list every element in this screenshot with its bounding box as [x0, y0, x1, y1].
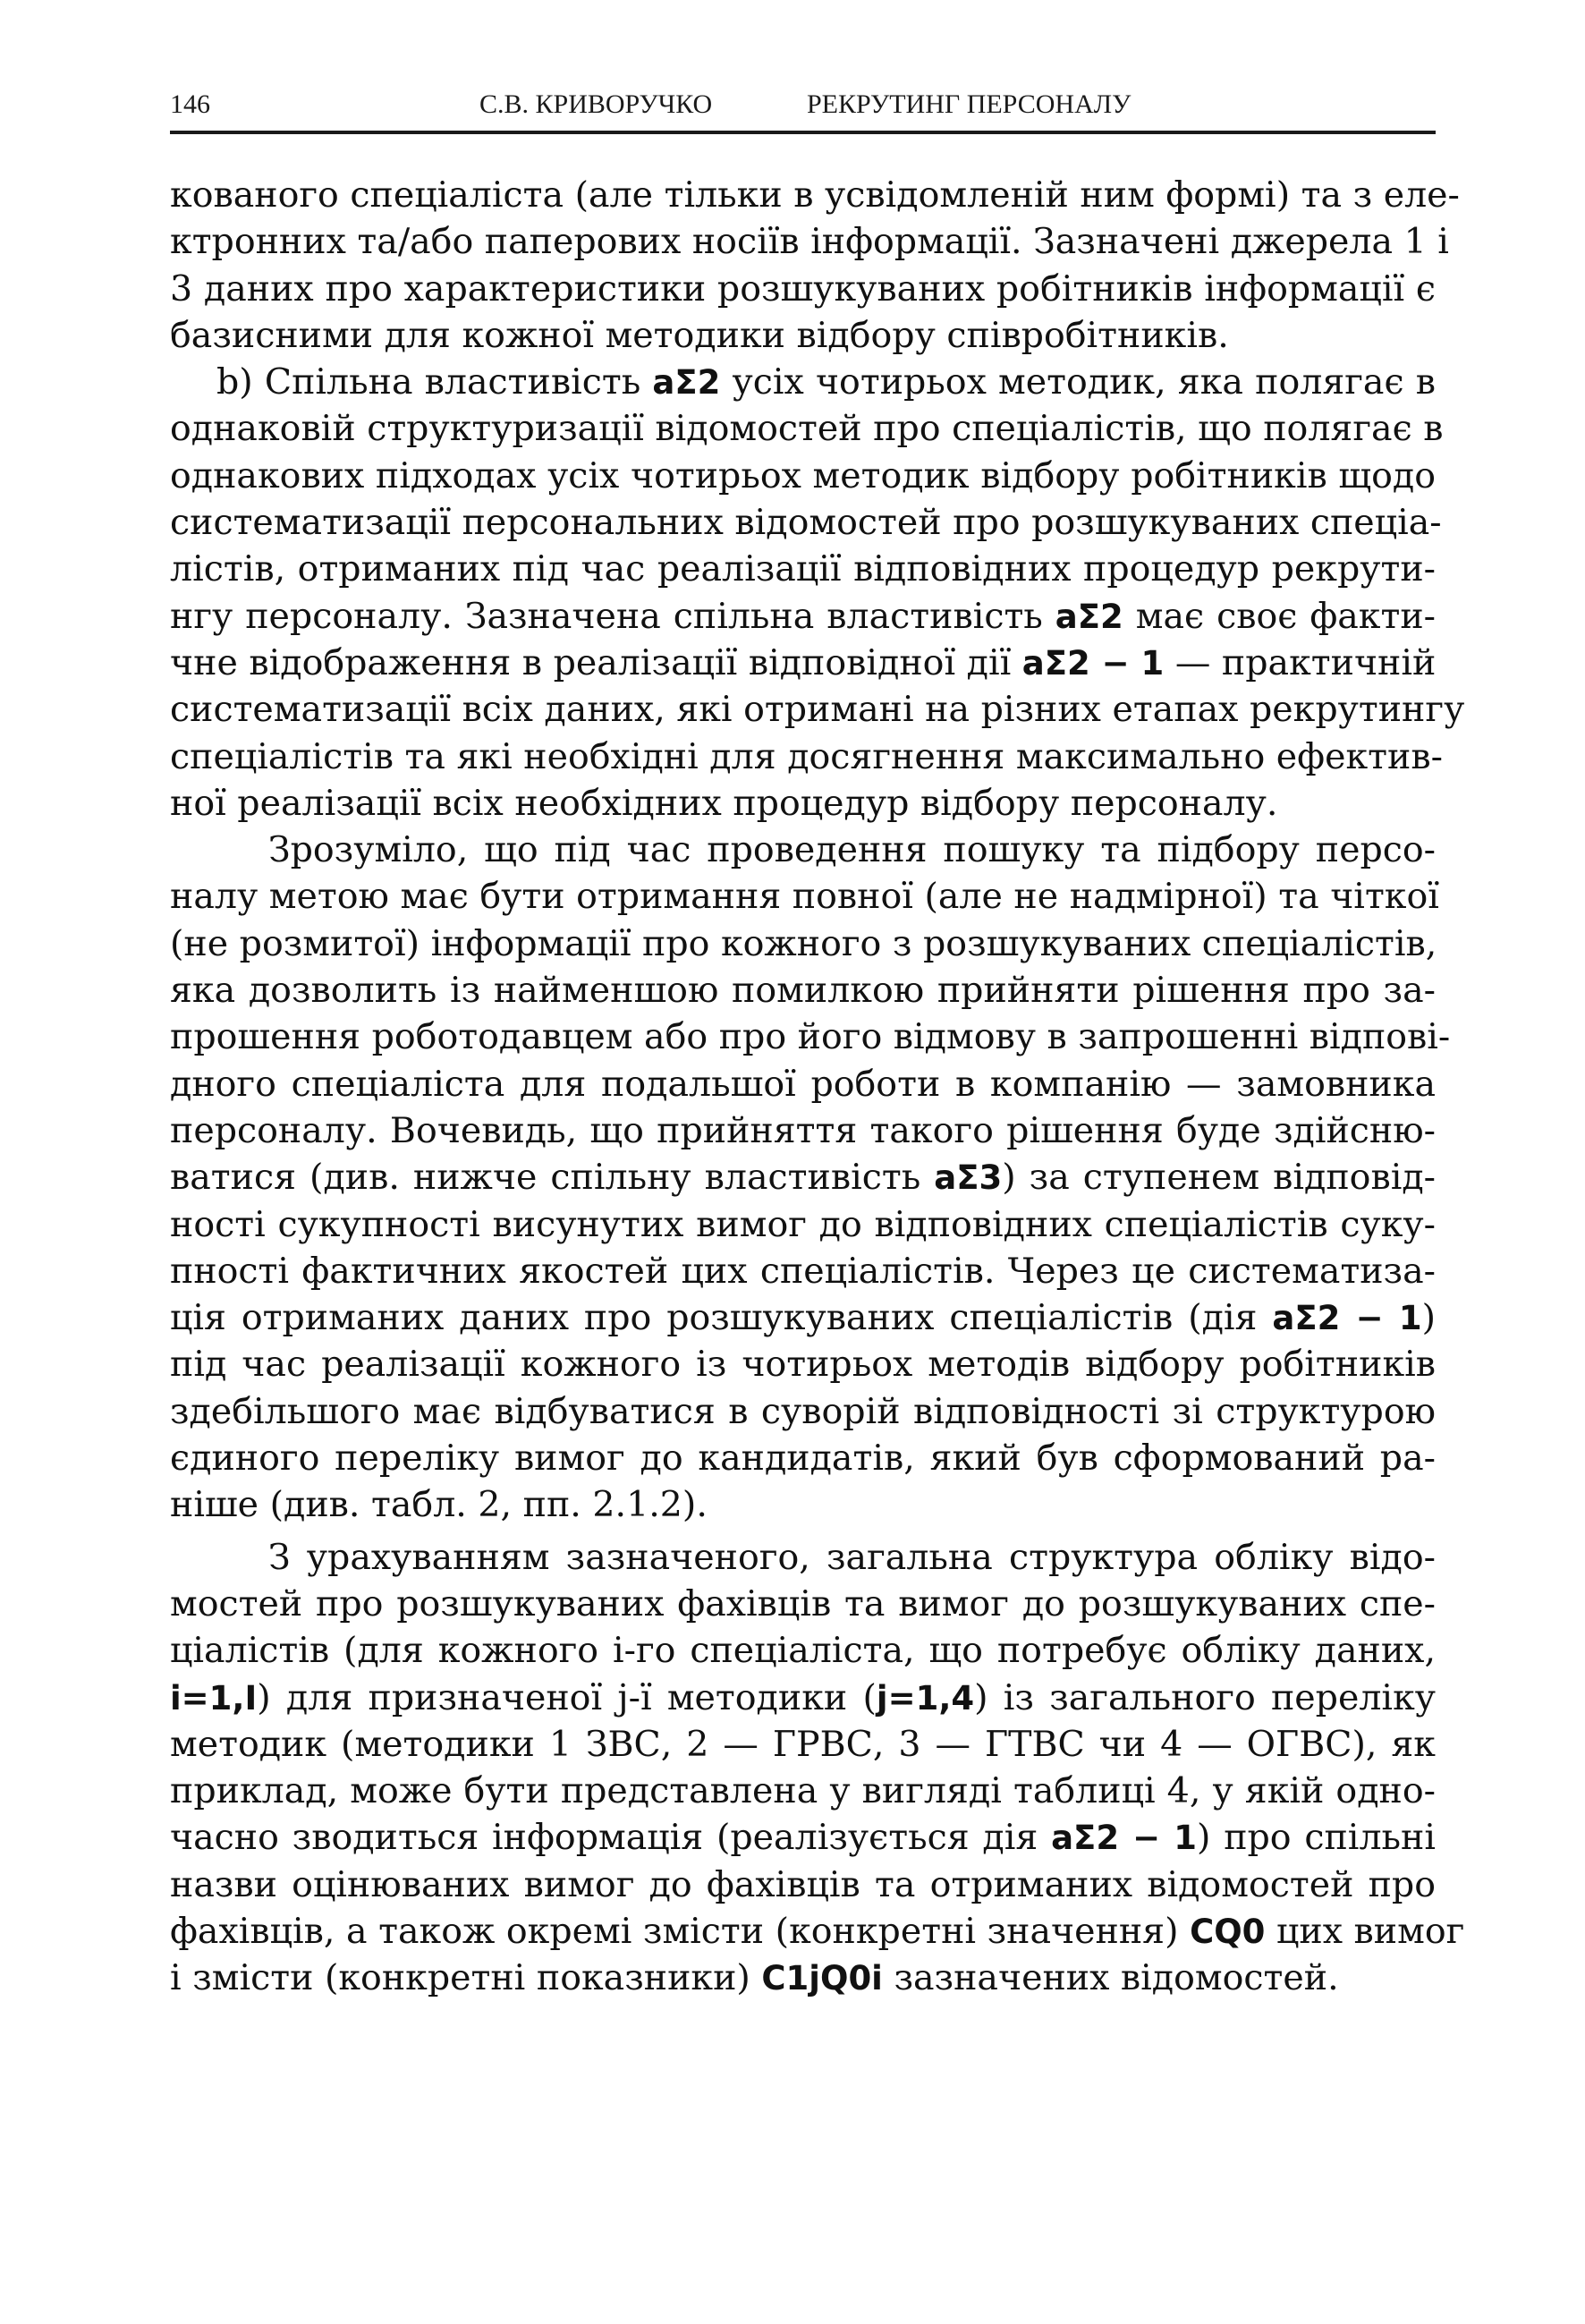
- text-line: дного спеціаліста для подальшої роботи в компанію — замовника: [170, 1063, 1436, 1105]
- formula: i=1,I: [170, 1678, 258, 1718]
- text-line: 3 даних про характеристики розшукуваних робітників інформації є: [170, 267, 1436, 310]
- formula: aΣ2 − 1: [1272, 1299, 1422, 1338]
- text-line: назви оцінюваних вимог до фахівців та отриманих відомостей про: [170, 1863, 1436, 1905]
- text-line: прошення роботодавцем або про його відмову в запрошенні відпові-: [170, 1016, 1451, 1058]
- text-line: однакових підходах усіх чотирьох методик відбору робітників щодо: [170, 454, 1436, 496]
- text-line: налу метою має бути отримання повної (але не надмірної) та чіткої: [170, 876, 1439, 918]
- text-line: єдиного переліку вимог до кандидатів, який був сформований ра-: [170, 1438, 1436, 1480]
- text-line: i=1,I) для призначеної j-ї методики (j=1,4) із загального переліку: [170, 1676, 1436, 1718]
- text-line: персоналу. Вочевидь, що прийняття такого рішення буде здійсню-: [170, 1109, 1436, 1151]
- text-line: під час реалізації кожного із чотирьох методів відбору робітників: [170, 1344, 1436, 1386]
- text-line: спеціалістів та які необхідні для досягнення максимально ефектив-: [170, 735, 1443, 777]
- text-line: часно зводиться інформація (реалізується дія aΣ2 − 1) про спільні: [170, 1817, 1437, 1859]
- text-line: базисними для кожної методики відбору співробітників.: [170, 314, 1229, 356]
- text-line: ватися (див. нижче спільну властивість aΣ3) за ступенем відповід-: [170, 1157, 1437, 1199]
- text-line: (не розмитої) інформації про кожного з розшукуваних спеціалістів,: [170, 922, 1437, 964]
- text-line: систематизації персональних відомостей про розшукуваних спеціа-: [170, 502, 1442, 544]
- text-line: яка дозволить із найменшою помилкою прийняти рішення про за-: [170, 970, 1436, 1012]
- text-line: ної реалізації всіх необхідних процедур відбору персоналу.: [170, 782, 1278, 824]
- text-line: ктронних та/або паперових носіїв інформації. Зазначені джерела 1 і: [170, 221, 1449, 263]
- text-line: чне відображення в реалізації відповідної дії aΣ2 − 1 — практичній: [170, 641, 1437, 683]
- text-line: ціалістів (для кожного і-го спеціаліста, що потребує обліку даних,: [170, 1630, 1436, 1672]
- text-line: ності сукупності висунутих вимог до відповідних спеціалістів суку-: [170, 1203, 1436, 1245]
- text-line: Зрозуміло, що під час проведення пошуку та підбору персо-: [268, 829, 1436, 871]
- header-book-title: РЕКРУТИНГ ПЕРСОНАЛУ: [807, 89, 1132, 119]
- text-line: здебільшого має відбуватися в суворій відповідності зі структурою: [170, 1390, 1436, 1432]
- formula: aΣ2: [652, 363, 721, 403]
- text-line: методик (методики 1 ЗВС, 2 — ГРВС, 3 — ГТВС чи 4 — ОГВС), як: [170, 1723, 1436, 1765]
- text-line: b) Спільна властивість aΣ2 усіх чотирьох методик, яка полягає в: [216, 361, 1436, 403]
- text-line: лістів, отриманих під час реалізації відповідних процедур рекрути-: [170, 548, 1436, 590]
- formula: aΣ2: [1055, 597, 1123, 636]
- text-line: однаковій структуризації відомостей про спеціалістів, що полягає в: [170, 408, 1444, 450]
- running-header: [170, 89, 1436, 134]
- text-line: приклад, може бути представлена у вигляді таблиці 4, у якій одно-: [170, 1770, 1436, 1812]
- formula: C1jQ0i: [761, 1959, 883, 1998]
- formula: aΣ3: [934, 1158, 1003, 1198]
- formula: j=1,4: [876, 1678, 975, 1718]
- text-line: і змісти (конкретні показники) C1jQ0i зазначених відомостей.: [170, 1957, 1339, 1999]
- header-author: С.В. КРИВОРУЧКО: [479, 89, 713, 119]
- text-line: фахівців, а також окремі змісти (конкретні значення) CQ0 цих вимог: [170, 1910, 1465, 1952]
- text-line: кованого спеціаліста (але тільки в усвідомленій ним формі) та з еле-: [170, 174, 1460, 216]
- text-line: ніше (див. табл. 2, пп. 2.1.2).: [170, 1484, 708, 1526]
- text-line: мостей про розшукуваних фахівців та вимог до розшукуваних спе-: [170, 1582, 1436, 1624]
- text-line: нгу персоналу. Зазначена спільна властивість aΣ2 має своє факти-: [170, 595, 1437, 637]
- text-line: З урахуванням зазначеного, загальна структура обліку відо-: [268, 1536, 1436, 1578]
- page-number: 146: [170, 89, 210, 119]
- text-line: пності фактичних якостей цих спеціалістів. Через це систематиза-: [170, 1250, 1436, 1292]
- text-line: систематизації всіх даних, які отримані на різних етапах рекрутингу: [170, 689, 1465, 731]
- body-text: [170, 172, 1465, 2002]
- text-line: ція отриманих даних про розшукуваних спеціалістів (дія aΣ2 − 1): [170, 1297, 1436, 1339]
- formula: CQ0: [1190, 1912, 1266, 1951]
- formula: aΣ2 − 1: [1021, 643, 1165, 683]
- formula: aΣ2 − 1: [1051, 1819, 1198, 1858]
